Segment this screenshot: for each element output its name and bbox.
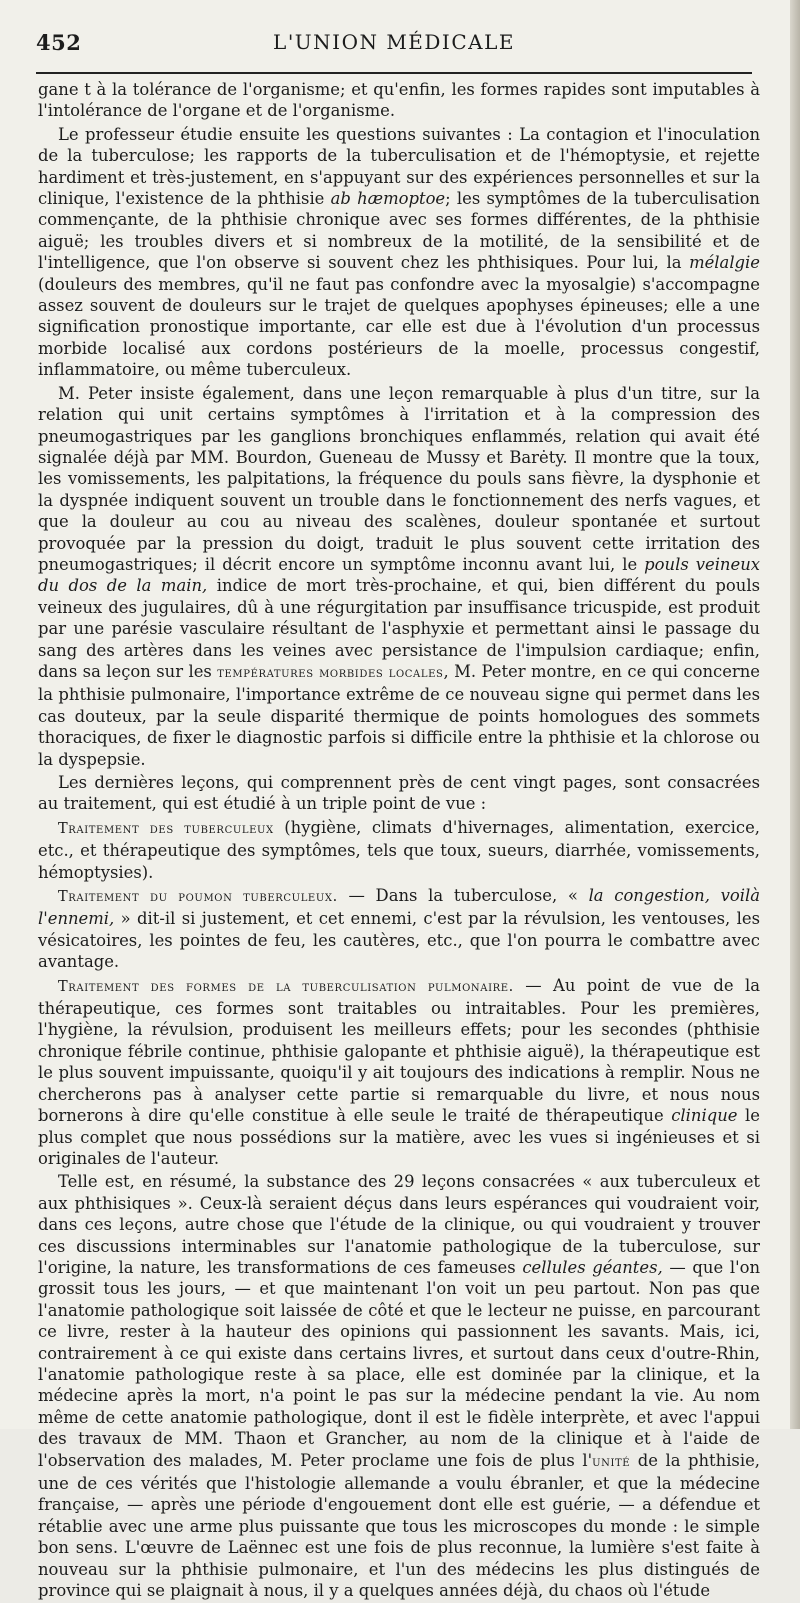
italic-text: pouls veineux du dos de la main, — [38, 554, 760, 596]
text-run: le plus complet que nous possédions sur la matière, avec les vues si ingénieuses et si originales de l'auteur. — [38, 1106, 760, 1168]
small-caps-heading: Traitement des formes de la tuberculisation pulmonaire. — [58, 978, 514, 995]
small-caps-heading: Traitement du poumon tuberculeux. — [58, 889, 338, 906]
text-run: » dit-il si justement, et cet ennemi, c'est par la révulsion, les ventouses, les vésicatoires, les pointes de feu, les cautères, etc., que l'on pourra le combattre avec avantage. — [38, 909, 760, 972]
small-caps-heading: unité — [592, 1453, 631, 1470]
italic-text: la congestion, voilà l'ennemi, — [38, 886, 760, 929]
paragraph — [38, 79, 760, 122]
text-run: , M. Peter montre, en ce qui concerne la phthisie pulmonaire, l'importance extrême de ce nouveau signe qui permet dans les cas douteux, par la seule disparité thermique de points homologues des sommets thoraciques, de fixer le diagnostic parfois si difficile entre la phthisie et la chlorose ou la dyspepsie. — [38, 661, 761, 769]
paragraph — [38, 885, 760, 973]
article-body — [38, 79, 760, 1603]
text-run: (hygiène, climats d'hivernages, alimentation, exercice, etc., et thérapeutique des symptômes, tels que toux, sueurs, diarrhée, vomissements, hémoptysies). — [38, 817, 760, 882]
paragraph — [38, 1171, 760, 1601]
text-run: — que l'on grossit tous les jours, — et que maintenant l'on voit un peu partout. Non pas que l'anatomie pathologique soit laissée de côté et que le lecteur ne puisse, en parcourant ce livre, rester à la hauteur des opinions qui passionnent les savants. Mais, ici, contrairement à ce qui existe dans certains livres, et surtout dans ceux d'outre-Rhin, l'anatomie pathologique reste à sa place, elle est dominée par la clinique, et la médecine après la mort, n'a point le pas sur la médecine pendant la vie. Au nom même de cette anatomie pathologique, dont il est le fidèle interprète, et avec l'appui des travaux de MM. Thaon et Grancher, au nom de la clinique et à l'aide de l'observation des malades, M. Peter proclame une fois de plus l' — [38, 1257, 760, 1470]
italic-text: clinique — [671, 1106, 738, 1126]
text-run: Le professeur étudie ensuite les questions suivantes : La contagion et l'inoculation de la tuberculose; les rapports de la tuberculisation et de l'hémoptysie, et rejette hardiment et très-justement, en s'appuyant sur des expériences personnelles et sur la clinique, l'existence de la phthisie — [38, 124, 760, 209]
paragraph — [38, 975, 760, 1170]
text-run: Telle est, en résumé, la substance des 29 leçons consacrées « aux tuberculeux et aux phthisiques ». Ceux-là seraient déçus dans leurs espérances qui voudraient voir, dans ces leçons, autre chose que l'étude de la clinique, ou qui voudraient y trouver ces discussions interminables sur l'anatomie pathologique de la tuberculose, sur l'origine, la nature, les transformations de ces fameuses — [38, 1172, 760, 1277]
page-header — [36, 30, 752, 64]
small-caps-heading: Traitement des tuberculeux — [58, 820, 274, 837]
running-title: L'UNION MÉDICALE — [273, 30, 515, 54]
italic-text: mélalgie — [689, 253, 760, 273]
italic-text: cellules géantes, — [522, 1257, 663, 1277]
paragraph — [38, 817, 760, 883]
italic-text: ab hæmoptoe — [330, 189, 446, 209]
paragraph — [38, 124, 760, 381]
header-rule — [36, 72, 752, 74]
text-run: gane t à la tolérance de l'organisme; et qu'enfin, les formes rapides sont imputables à l'intolérance de l'organe et de l'organisme. — [38, 80, 760, 121]
small-caps-heading: températures morbides locales — [217, 664, 444, 681]
text-run: — Dans la tuberculose, « — [337, 886, 589, 906]
text-run: M. Peter insiste également, dans une leçon remarquable à plus d'un titre, sur la relation qui unit certains symptômes à l'irritation et à la compression des pneumogastriques par les ganglions bronchiques enflammés, relation qui avait été signalée déjà par MM. Bourdon, Gueneau de Mussy et Barėty. Il montre que la toux, les vomissements, les palpitations, la fréquence du pouls sans fièvre, la dysphonie et la dyspnée indiquent souvent un trouble dans le fonctionnement des nerfs vagues, et que la douleur au cou au niveau des scalènes, douleur spontanée et surtout provoquée par la pression du doigt, traduit le plus souvent cette irritation des pneumogastriques; il décrit encore un symptôme inconnu avant lui, le — [38, 383, 760, 574]
text-run: (douleurs des membres, qu'il ne faut pas confondre avec la myosalgie) s'accompagne assez souvent de douleurs sur le trajet de quelques apophyses épineuses; elle a une signification pronostique importante, car elle est due à l'évolution d'un processus morbide localisé aux cordons postérieurs de la moelle, processus congestif, inflammatoire, ou même tuberculeux. — [38, 274, 760, 380]
text-run: Les dernières leçons, qui comprennent près de cent vingt pages, sont consacrées au traitement, qui est étudié à un triple point de vue : — [38, 773, 760, 814]
text-run: indice de mort très-prochaine, et qui, bien différent du pouls veineux des jugulaires, dû à une régurgitation par insuffisance tricuspide, est produit par une parésie vasculaire résultant de l'asphyxie et permettant ainsi le passage du sang des artères dans les veines avec persistance de l'impulsion cardiaque; enfin, dans sa leçon sur les — [38, 576, 760, 681]
text-run: de la phthisie, une de ces vérités que l'histologie allemande a voulu ébranler, et que la médecine française, — après une période d'engouement dont elle est guérie, — a défendue et rétablie avec une arme plus puissante que tous les microscopes du monde : le simple bon sens. L'œuvre de Laënnec est une fois de plus reconnue, la lumière s'est faite à nouveau sur la phthisie pulmonaire, et l'un des médecins les plus distingués de province qui se plaignait à nous, il y a quelques années déjà, du chaos où l'étude — [38, 1450, 760, 1601]
paragraph — [38, 383, 760, 770]
page-number: 452 — [36, 30, 82, 55]
text-run: ; les symptômes de la tuberculisation commençante, de la phthisie chronique avec ses formes différentes, de la phthisie aiguë; les troubles divers et si nombreux de la motilité, de la sensibilité et de l'intelligence, que l'on observe si souvent chez les phthisiques. Pour lui, la — [38, 189, 760, 273]
text-run: — Au point de vue de la thérapeutique, ces formes sont traitables ou intraitables. Pour les premières, l'hygiène, la révulsion, produisent les meilleurs effets; pour les secondes (phthisie chronique fébrile continue, phthisie galopante et phthisie aiguë), la thérapeutique est le plus souvent impuissante, quoiqu'il y ait toujours des indications à remplir. Nous ne chercherons pas à analyser cette partie si remarquable du livre, et nous nous bornerons à dire qu'elle constitue à elle seule le traité de thérapeutique — [38, 975, 760, 1126]
paragraph — [38, 772, 760, 815]
page-edge — [790, 0, 800, 1429]
